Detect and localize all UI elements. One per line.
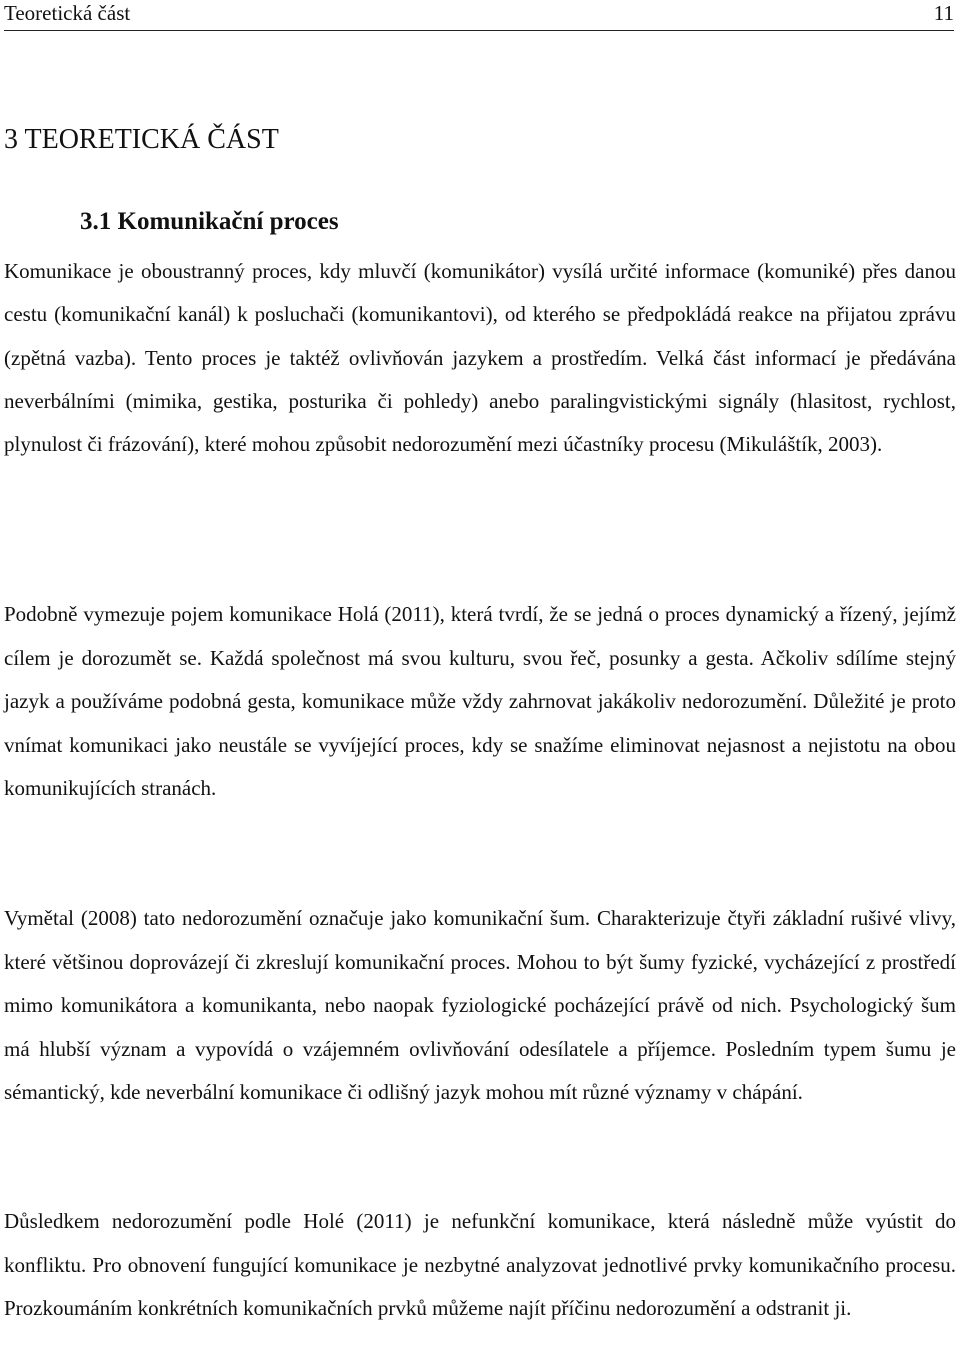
header-page-number: 11 [933, 1, 954, 25]
chapter-title: 3 TEORETICKÁ ČÁST [4, 124, 279, 155]
body-paragraph: Komunikace je oboustranný proces, kdy mluvčí (komunikátor) vysílá určité informace (komuniké) přes danou cestu (komunikační kanál) k posluchači (komunikantovi), od kterého se předpokládá reakce na přijatou zprávu (zpětná vazba). Tento proces je taktéž ovlivňován jazykem a prostředím. Velká část informací je předávána neverbálními (mimika, gestika, posturika či pohledy) anebo paralingvistickými signály (hlasitost, rychlost, plynulost či frázování), které mohou způsobit nedorozumění mezi účastníky procesu (Mikuláštík, 2003). [4, 259, 956, 457]
header-section-title: Teoretická část [4, 1, 131, 25]
body-paragraph: Vymětal (2008) tato nedorozumění označuje jako komunikační šum. Charakterizuje čtyři základní rušivé vlivy, které většinou doprovázejí či zkreslují komunikační proces. Mohou to být šumy fyzické, vycházející z prostředí mimo komunikátora a komunikanta, nebo naopak fyziologické pocházející právě od nich. Psychologický šum má hlubší význam a vypovídá o vzájemném ovlivňování odesílatele a příjemce. Posledním typem šumu je sémantický, kde neverbální komunikace či odlišný jazyk mohou mít různé významy v chápání. [4, 906, 956, 1105]
body-paragraph: Důsledkem nedorozumění podle Holé (2011) je nefunkční komunikace, která následně může vyústit do konfliktu. Pro obnovení fungující komunikace je nezbytné analyzovat jednotlivé prvky komunikačního procesu. Prozkoumáním konkrétních komunikačních prvků můžeme najít příčinu nedorozumění a odstranit ji. [4, 1209, 956, 1321]
body-paragraph: Podobně vymezuje pojem komunikace Holá (2011), která tvrdí, že se jedná o proces dynamický a řízený, jejímž cílem je dorozumět se. Každá společnost má svou kulturu, svou řeč, posunky a gesta. Ačkoliv sdílíme stejný jazyk a používáme podobná gesta, komunikace může vždy zahrnovat jakákoliv nedorozumění. Důležité je proto vnímat komunikaci jako neustále se vyvíjející proces, kdy se snažíme eliminovat nejasnost a nejistotu na obou komunikujících stranách. [4, 602, 956, 801]
section-title: 3.1 Komunikační proces [80, 208, 339, 235]
running-header [4, 0, 954, 31]
